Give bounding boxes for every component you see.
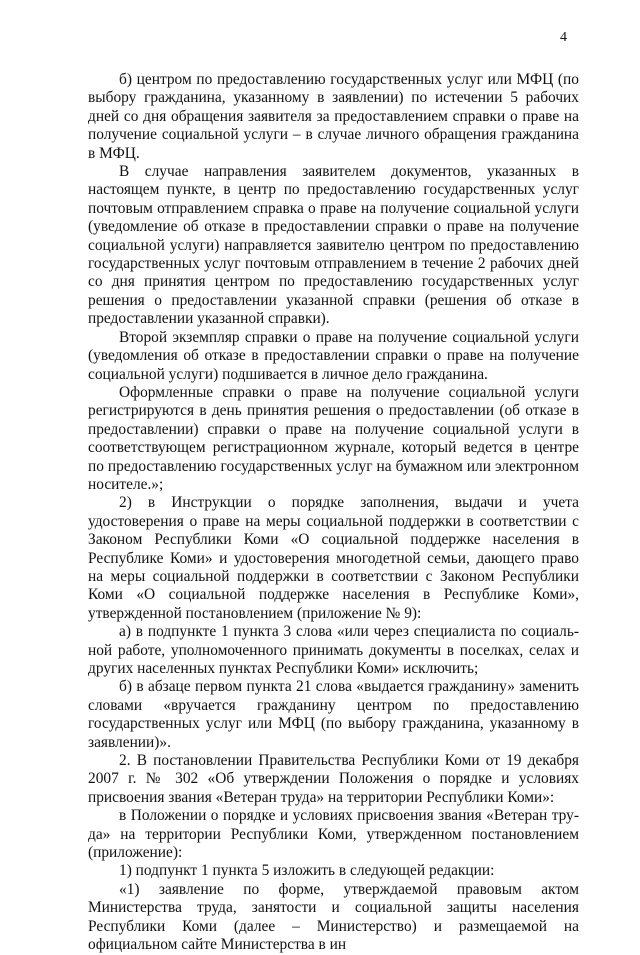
- paragraph: 2) в Инструкции о порядке заполнения, выдачи и учета удостоверения о праве на меры социальной поддержки в соответствии с Законом Республики Коми «О социальной поддержке населения в Республике Коми» и удостоверения многодетной семьи, дающего право на меры социальной поддержки в соответствии с Законом Республики Коми «О социальной поддержке населения в Республике Коми», утвержденной постановлением (приложение № 9):: [88, 494, 579, 622]
- document-body: [88, 71, 579, 955]
- paragraph: Оформленные справки о праве на получение социальной услуги регистрируются в день принятия решения о предоставлении (об отказе в предоставлении) справки о праве на получение социальной услуги в соответствующем регистрационном журнале, который ведется в центре по предоставлению государственных услуг на бумажном или электронном носителе.»;: [88, 383, 579, 493]
- paragraph: б) в абзаце первом пункта 21 слова «выдается гражданину» заменить словами «вручается гражданину центром по предоставлению государственных услуг или МФЦ (по выбору гражданина, указанному в заявлении)».: [88, 678, 579, 751]
- paragraph: б) центром по предоставлению государственных услуг или МФЦ (по выбору гражданина, указанному в заявлении) по истечении 5 рабочих дней со дня обращения заявителя за предоставлением справки о праве на получение социальной услуги – в случае личного обращения гражданина в МФЦ.: [88, 71, 579, 162]
- paragraph: 2. В постановлении Правительства Республики Коми от 19 декабря 2007 г. № 302 «Об утверждении Положения о порядке и условиях присвоения звания «Ветеран труда» на территории Республики Коми»:: [88, 752, 579, 806]
- page-number: 4: [560, 30, 567, 45]
- paragraph: в Положении о порядке и условиях присвоения звания «Ветеран труда» на территории Республики Коми, утвержденном постановлением (приложение):: [88, 807, 579, 862]
- paragraph: «1) заявление по форме, утверждаемой правовым актом Министерства труда, занятости и социальной защиты населения Республики Коми (далее – Министерство) и размещаемой на официальном сайте Министерства в ин: [88, 880, 579, 954]
- paragraph: Второй экземпляр справки о праве на получение социальной услуги (уведомления об отказе в предоставлении справки о праве на получение социальной услуги) подшивается в личное дело гражданина.: [88, 328, 579, 383]
- paragraph: а) в подпункте 1 пункта 3 слова «или через специалиста по социальной работе, уполномоченного принимать документы в поселках, селах и других населенных пунктах Республики Коми» исключить;: [88, 623, 579, 677]
- paragraph: 1) подпункт 1 пункта 5 изложить в следующей редакции:: [119, 862, 495, 880]
- paragraph: В случае направления заявителем документов, указанных в настоящем пункте, в центр по предоставлению государственных услуг почтовым отправлением справка о праве на получение социальной услуги (уведомление об отказе в предоставлении справки о праве на получение социальной услуги) направляется заявителю центром по предоставлению государственных услуг почтовым отправлением в течение 2 рабочих дней со дня принятия центром по предоставлению государственных услуг решения о предоставлении указанной справки (решения об отказе в предоставлении указанной справки).: [88, 163, 579, 328]
